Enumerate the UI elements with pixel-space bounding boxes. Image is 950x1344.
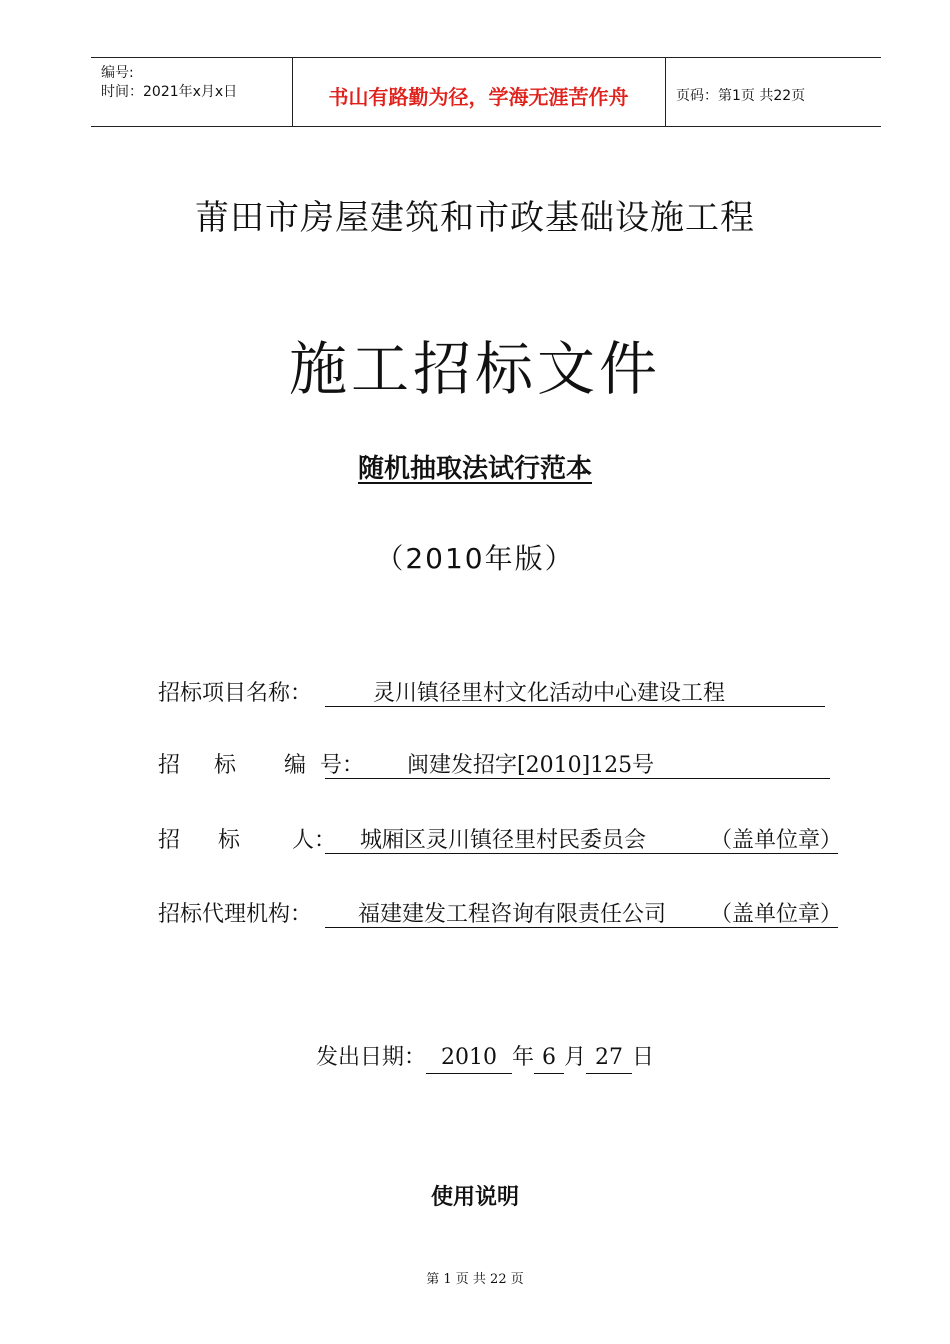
day-unit: 日: [632, 1045, 655, 1070]
field-value-line: [325, 823, 843, 854]
header-left-cell: [91, 58, 293, 126]
issue-day: 27: [586, 1045, 632, 1074]
document-header: [91, 57, 881, 127]
header-page-info: 页码：第1页 共22页: [676, 88, 806, 104]
issue-date: [316, 1040, 654, 1074]
issue-date-label: 发出日期：: [316, 1045, 427, 1070]
page-footer: 第 1 页 共 22 页: [426, 1272, 524, 1287]
field-value-line: [325, 897, 843, 928]
field-value: 福建建发工程咨询有限责任公司: [358, 902, 667, 927]
field-label: 招 标 编 号：: [158, 753, 365, 778]
header-middle-cell: [292, 58, 666, 126]
title-line-1: 莆田市房屋建筑和市政基础设施工程: [195, 198, 755, 238]
title-line-4: （2010年版）: [375, 542, 575, 575]
field-label: 招 标 人：: [158, 828, 337, 853]
number-label: 编号:: [101, 65, 134, 81]
field-value-line: [325, 748, 830, 779]
section-heading-usage: 使用说明: [430, 1185, 519, 1210]
title-line-3: [0, 448, 950, 485]
field-value-line: [325, 676, 825, 707]
title-line-2: 施工招标文件: [288, 335, 661, 403]
subtitle-text: 随机抽取法试行范本: [357, 454, 592, 484]
field-value: 灵川镇径里村文化活动中心建设工程: [373, 681, 726, 706]
field-value: 闽建发招字[2010]125号: [407, 753, 655, 778]
field-value: 城厢区灵川镇径里村民委员会: [360, 828, 647, 853]
month-unit: 月: [564, 1045, 587, 1070]
field-label: 招标代理机构：: [158, 902, 313, 927]
header-right-cell: [666, 58, 881, 126]
issue-year: 2010: [426, 1045, 512, 1074]
year-unit: 年: [512, 1045, 535, 1070]
time-label: 时间：2021年x月x日: [101, 84, 238, 100]
field-label: 招标项目名称：: [158, 681, 313, 706]
field-suffix: （盖单位章）: [710, 828, 843, 853]
issue-month: 6: [534, 1045, 564, 1074]
header-motto: 书山有路勤为径，学海无涯苦作舟: [328, 85, 629, 109]
field-suffix: （盖单位章）: [710, 902, 843, 927]
